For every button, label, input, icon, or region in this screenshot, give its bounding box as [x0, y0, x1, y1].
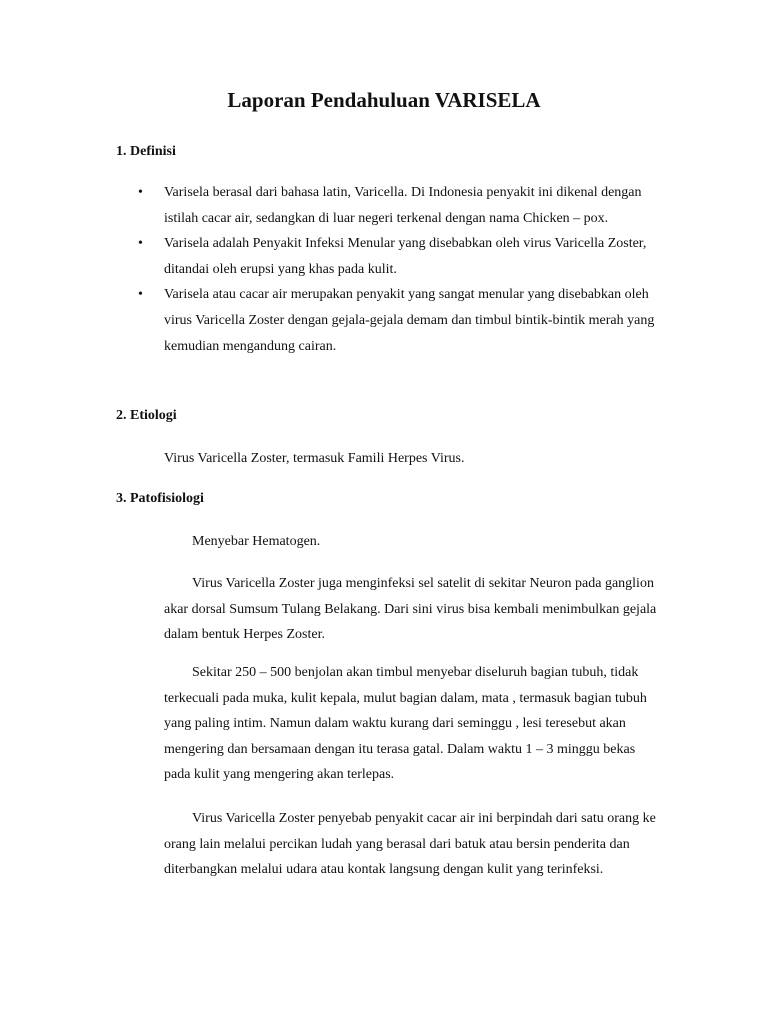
bullet-icon: •: [138, 236, 143, 252]
patofisiologi-paragraph-4: Virus Varicella Zoster penyebab penyakit cacar air ini berpindah dari satu orang ke orang lain melalui percikan ludah yang berasal dari batuk atau bersin penderita dan diterbangkan melalui udara atau kontak langsung dengan kulit yang terinfeksi.: [164, 811, 656, 878]
document-title: Laporan Pendahuluan VARISELA: [227, 88, 541, 112]
section-heading-patofisiologi: 3. Patofisiologi: [116, 491, 204, 506]
bullet-icon: •: [138, 287, 143, 303]
list-item: [0, 180, 664, 231]
bullet-text: Varisela adalah Penyakit Infeksi Menular yang disebabkan oleh virus Varicella Zoster, ditandai oleh erupsi yang khas pada kulit.: [164, 236, 647, 277]
etiologi-text: Virus Varicella Zoster, termasuk Famili Herpes Virus.: [164, 451, 465, 466]
patofisiologi-paragraph-2: Virus Varicella Zoster juga menginfeksi sel satelit di sekitar Neuron pada ganglion akar dorsal Sumsum Tulang Belakang. Dari sini virus bisa kembali menimbulkan gejala dalam bentuk Herpes Zoster.: [164, 576, 657, 643]
section-heading-etiologi: 2. Etiologi: [116, 408, 177, 423]
bullet-text: Varisela atau cacar air merupakan penyakit yang sangat menular yang disebabkan oleh virus Varicella Zoster dengan gejala-gejala demam dan timbul bintik-bintik merah yang kemudian mengandung cairan.: [164, 287, 655, 354]
patofisiologi-paragraph-3: Sekitar 250 – 500 benjolan akan timbul menyebar diseluruh bagian tubuh, tidak terkecuali pada muka, kulit kepala, mulut bagian dalam, mata , termasuk bagian tubuh yang paling intim. Namun dalam waktu kurang dari seminggu , lesi teresebut akan mengering dan bersamaan dengan itu terasa gatal. Dalam waktu 1 – 3 minggu bekas pada kulit yang mengering akan terlepas.: [164, 665, 647, 783]
patofisiologi-paragraph-1: Menyebar Hematogen.: [192, 534, 321, 549]
list-item: [0, 231, 664, 282]
bullet-icon: •: [138, 185, 143, 200]
definisi-bullet-list: [0, 180, 664, 359]
list-item: [0, 282, 664, 359]
bullet-text: Varisela berasal dari bahasa latin, Varicella. Di Indonesia penyakit ini dikenal dengan istilah cacar air, sedangkan di luar negeri terkenal dengan nama Chicken – pox.: [164, 185, 642, 226]
section-heading-definisi: 1. Definisi: [116, 144, 176, 159]
